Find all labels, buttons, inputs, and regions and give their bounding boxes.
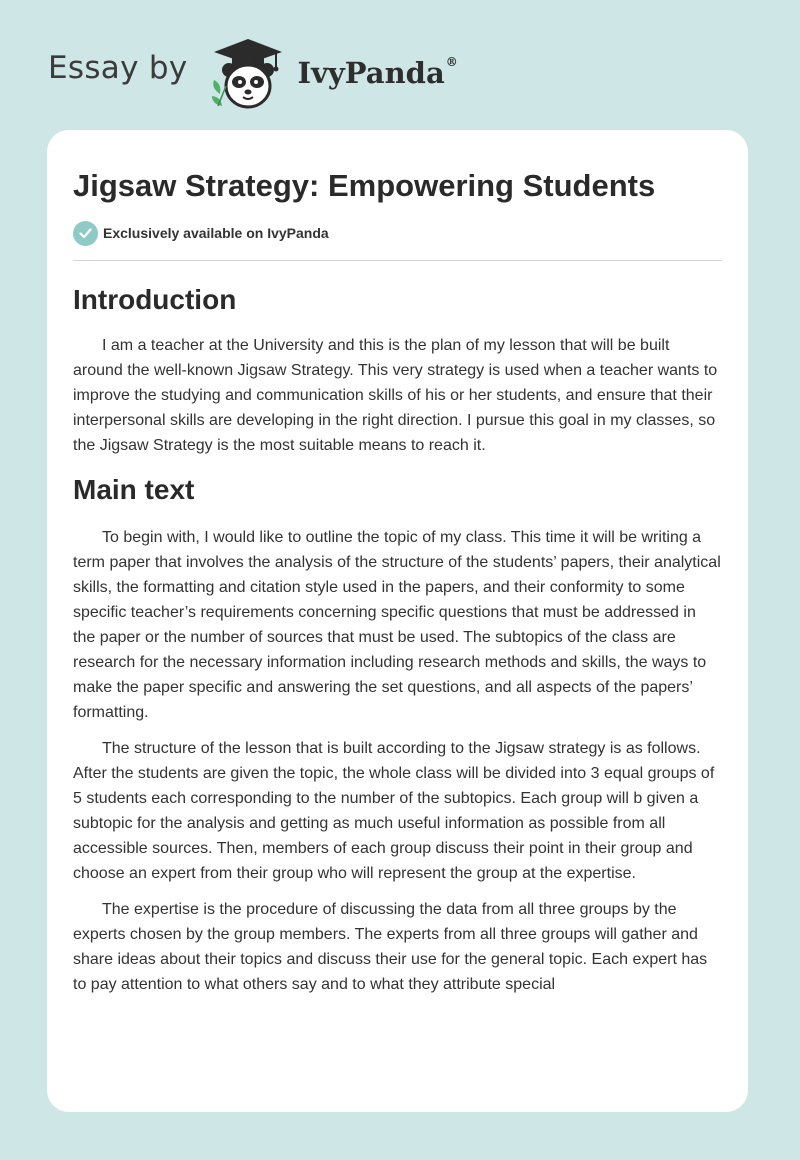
brand-name: IvyPanda® xyxy=(297,55,458,90)
section-heading-main-text: Main text xyxy=(73,474,195,505)
paragraph: The structure of the lesson that is built according to the Jigsaw strategy is as follows. After the students are given the topic, the whole class will be divided into 3 equal groups of 5 students each corresponding to the number of the subtopics. Each group will b given a subtopic for the analysis and getting as much useful information as possible from all accessible sources. Then, members of each group discuss their point in their group and choose an expert from their group who will represent the group at the expertise. xyxy=(73,740,715,882)
divider xyxy=(73,260,722,261)
essay-title: Jigsaw Strategy: Empowering Students xyxy=(73,168,656,203)
section-heading-introduction: Introduction xyxy=(73,284,237,315)
brand-header xyxy=(48,36,458,112)
check-icon xyxy=(73,221,98,246)
panda-logo-icon[interactable] xyxy=(202,36,294,112)
registered-mark: ® xyxy=(445,55,458,70)
exclusive-badge xyxy=(73,220,722,246)
essay-card xyxy=(47,130,748,1112)
paragraph: I am a teacher at the University and this is the plan of my lesson that will be built around the well-known Jigsaw Strategy. This very strategy is used when a teacher wants to improve the studying and communication skills of his or her students, and ensure that their interpersonal skills are developing in the right direction. I pursue this goal in my classes, so the Jigsaw Strategy is the most suitable means to reach it. xyxy=(73,337,718,454)
brand-prefix: Essay by xyxy=(48,50,188,86)
paragraph: The expertise is the procedure of discussing the data from all three groups by the experts chosen by the group members. The experts from all three groups will gather and share ideas about their topics and discuss their use for the general topic. Each expert has to pay attention to what others say and to what they attribute special xyxy=(73,901,708,993)
paragraph: To begin with, I would like to outline the topic of my class. This time it will be writing a term paper that involves the analysis of the structure of the students’ papers, their analytical skills, the formatting and citation style used in the papers, and their conformity to some specific teacher’s requirements concerning specific questions that must be addressed in the paper or the number of sources that must be used. The subtopics of the class are research for the necessary information including research methods and skills, the ways to make the paper specific and answering the set questions, and all aspects of the papers’ formatting. xyxy=(73,529,721,721)
badge-text: Exclusively available on IvyPanda xyxy=(103,225,329,241)
